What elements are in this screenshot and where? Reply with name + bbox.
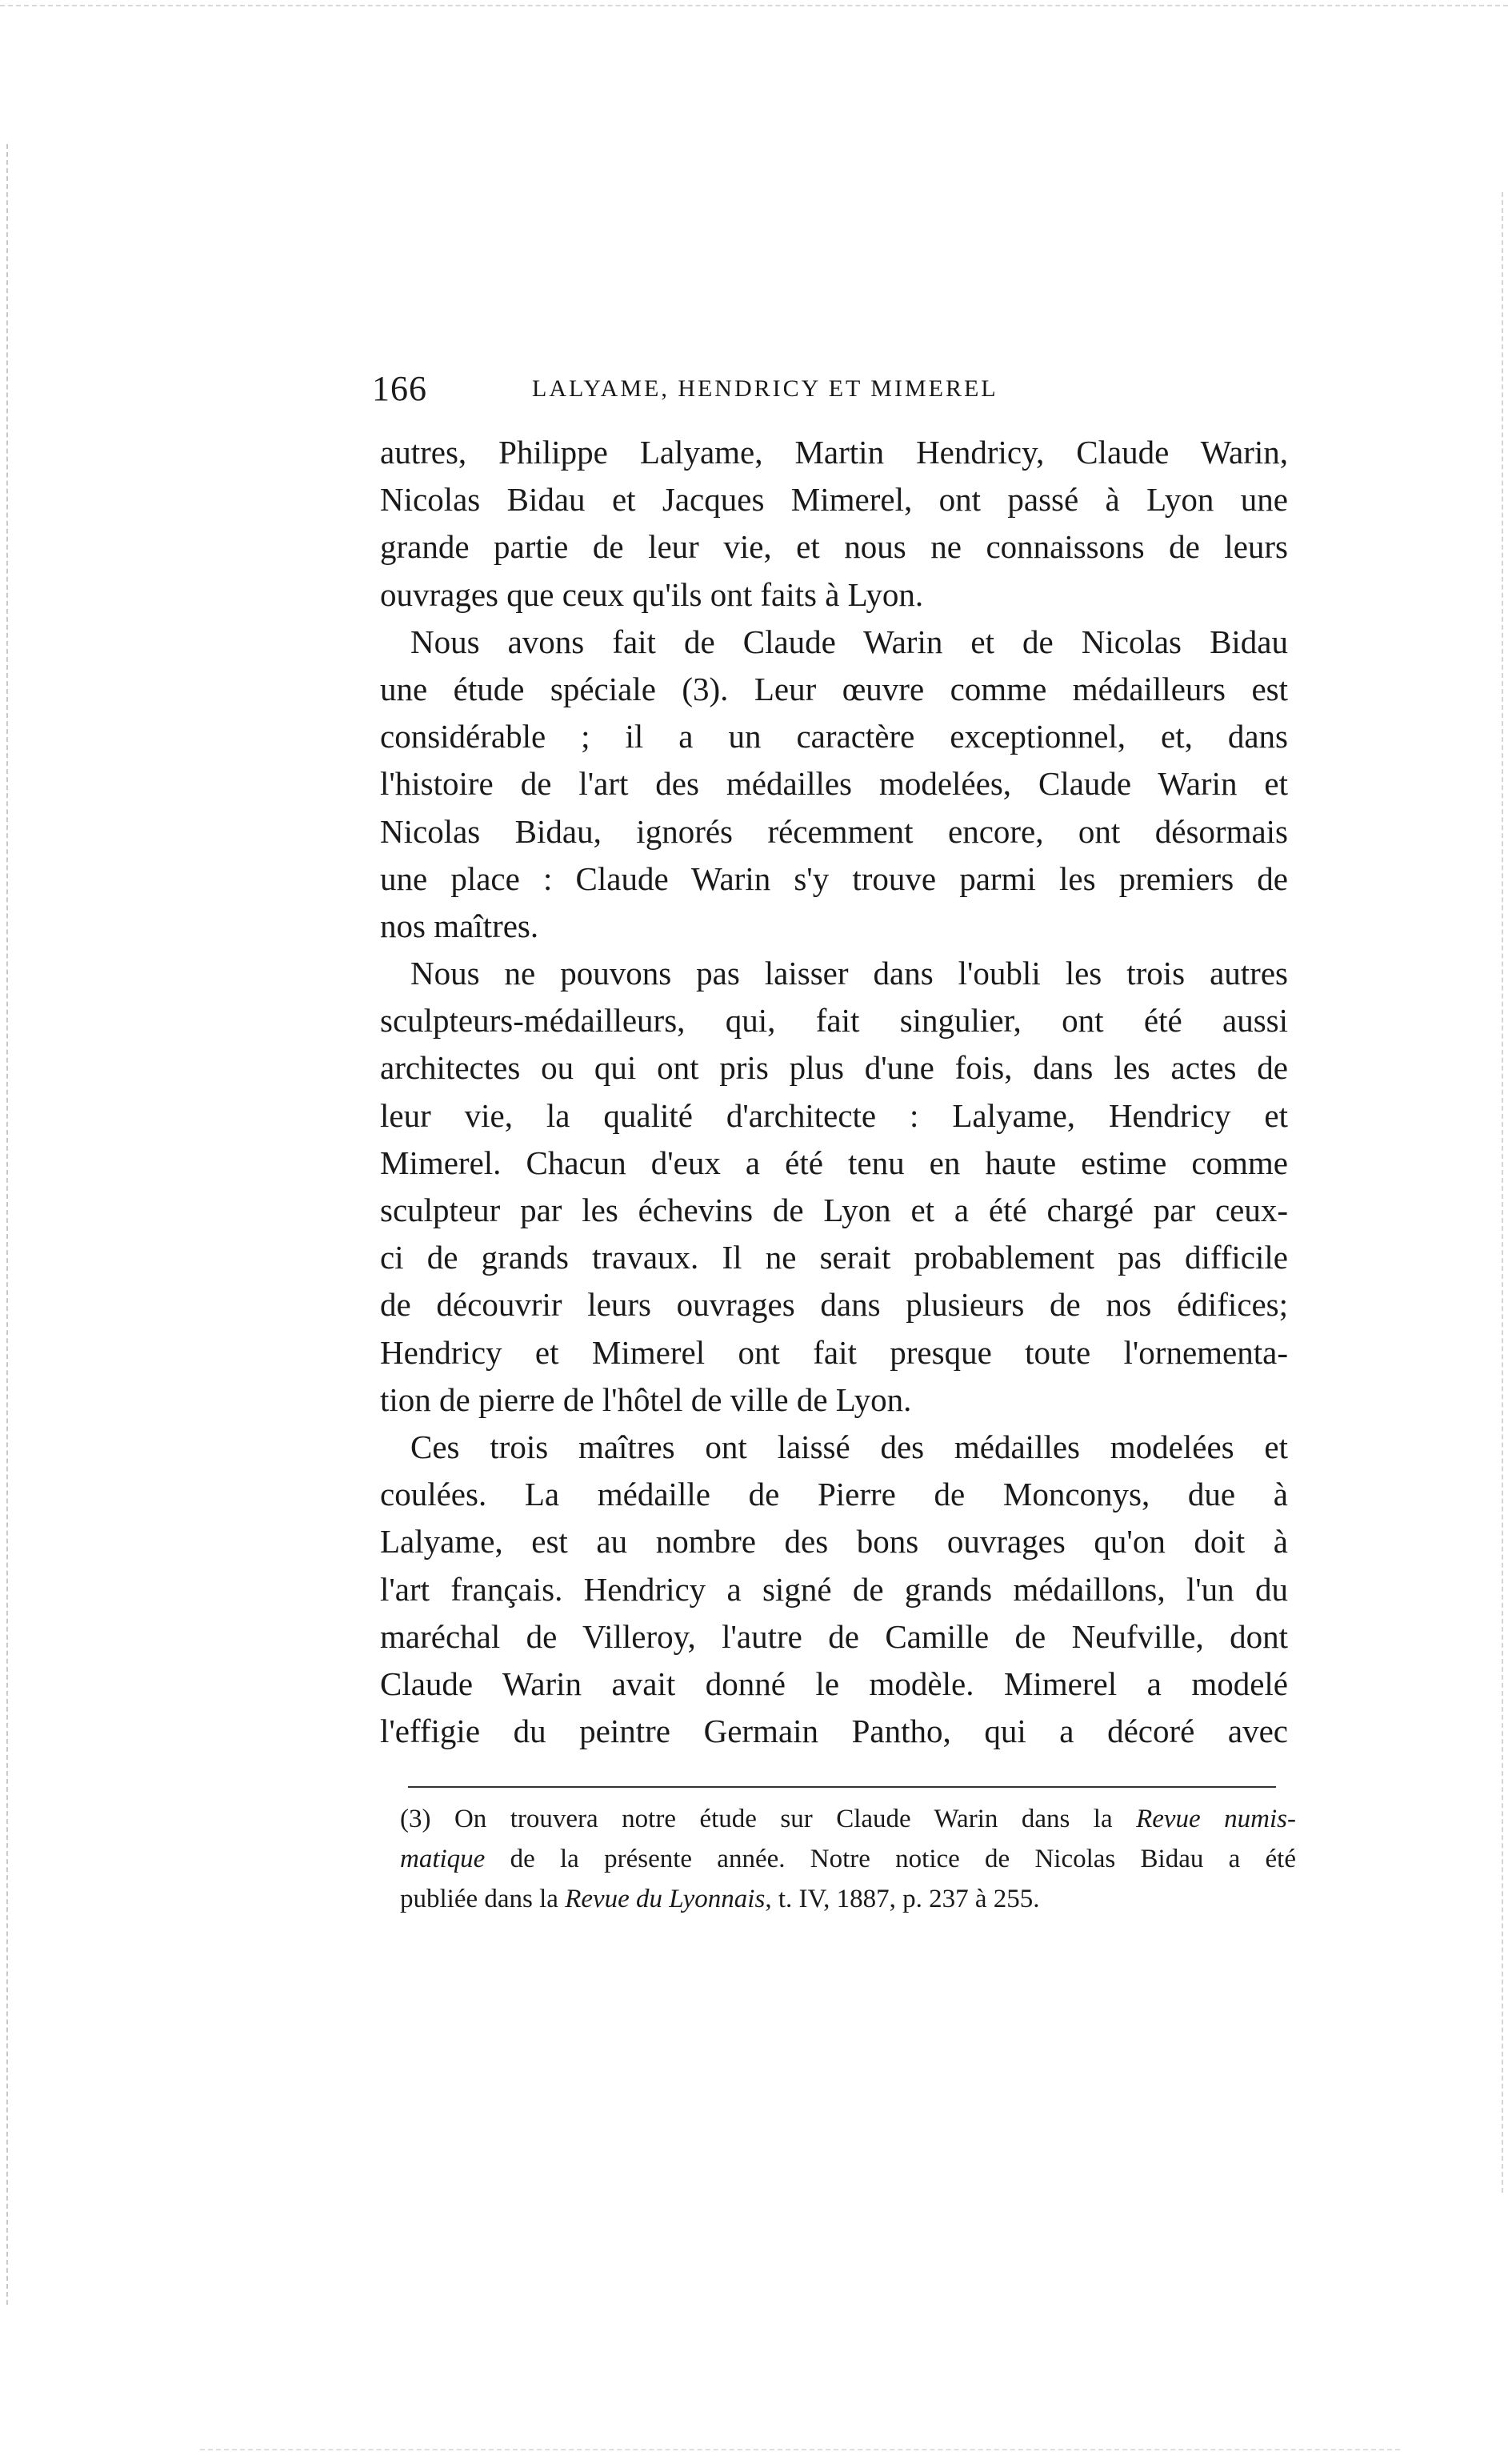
journal-title: Revue du Lyonnais <box>565 1885 766 1913</box>
body-text <box>380 429 1288 1755</box>
scan-edge-bottom <box>200 2449 1400 2450</box>
text-line: Lalyame, est au nombre des bons ouvrages qu'on doit à <box>380 1523 1288 1561</box>
text-line: leur vie, la qualité d'architecte : Lalyame, Hendricy et <box>380 1096 1288 1134</box>
text-line: grande partie de leur vie, et nous ne connaissons de leurs <box>380 528 1288 566</box>
text-line: ouvrages que ceux qu'ils ont faits à Lyon. <box>380 575 924 613</box>
footnote-text: (3) On trouvera notre étude sur Claude Warin dans la <box>400 1805 1137 1833</box>
text-line: Ces trois maîtres ont laissé des médailles modelées et <box>410 1428 1288 1465</box>
text-line: Nous avons fait de Claude Warin et de Nicolas Bidau <box>410 623 1288 660</box>
scan-edge-top <box>0 5 1508 6</box>
text-line: considérable ; il a un caractère exceptionnel, et, dans <box>380 718 1288 755</box>
text-line: ci de grands travaux. Il ne serait probablement pas difficile <box>380 1239 1288 1276</box>
text-line: coulées. La médaille de Pierre de Monconys, due à <box>380 1476 1288 1513</box>
text-line: de découvrir leurs ouvrages dans plusieurs de nos édifices; <box>380 1286 1288 1324</box>
footnote-text: de la présente année. Notre notice de Nicolas Bidau a été <box>485 1845 1296 1873</box>
scan-edge-left <box>6 144 8 2305</box>
text-line: Claude Warin avait donné le modèle. Mimerel a modelé <box>380 1665 1288 1702</box>
journal-title: Revue numis- <box>1136 1805 1296 1833</box>
text-line: Nicolas Bidau, ignorés récemment encore, ont désormais <box>380 812 1288 850</box>
text-line: Hendricy et Mimerel ont fait presque toute l'ornementa- <box>380 1333 1288 1371</box>
running-title: LALYAME, HENDRICY ET MIMEREL <box>532 375 998 402</box>
text-line: l'histoire de l'art des médailles modelées, Claude Warin et <box>380 765 1288 803</box>
footnote-line <box>400 1839 1296 1879</box>
text-line: autres, Philippe Lalyame, Martin Hendricy, Claude Warin, <box>380 434 1288 471</box>
footnote-line <box>400 1799 1296 1839</box>
text-line: Mimerel. Chacun d'eux a été tenu en haute estime comme <box>380 1144 1288 1181</box>
text-line: l'effigie du peintre Germain Pantho, qui a décoré avec <box>380 1713 1288 1750</box>
footnote-rule <box>408 1786 1276 1788</box>
footnote-line <box>400 1879 1296 1919</box>
text-line: architectes ou qui ont pris plus d'une fois, dans les actes de <box>380 1049 1288 1087</box>
footnote-text: publiée dans la <box>400 1885 566 1913</box>
text-line: Nous ne pouvons pas laisser dans l'oubli les trois autres <box>410 955 1288 992</box>
text-line: l'art français. Hendricy a signé de grands médaillons, l'un du <box>380 1570 1288 1608</box>
text-line: maréchal de Villeroy, l'autre de Camille de Neufville, dont <box>380 1617 1288 1655</box>
text-line: sculpteurs-médailleurs, qui, fait singulier, ont été aussi <box>380 1002 1288 1040</box>
journal-title: matique <box>400 1845 486 1873</box>
text-line: tion de pierre de l'hôtel de ville de Lyon. <box>380 1380 912 1418</box>
text-line: une étude spéciale (3). Leur œuvre comme médailleurs est <box>380 670 1288 707</box>
running-head <box>372 367 1292 415</box>
text-line: Nicolas Bidau et Jacques Mimerel, ont passé à Lyon une <box>380 481 1288 519</box>
text-line: sculpteur par les échevins de Lyon et a été chargé par ceux- <box>380 1192 1288 1228</box>
footnote <box>400 1799 1296 1919</box>
text-line: nos maîtres. <box>380 907 539 944</box>
footnote-text: , t. IV, 1887, p. 237 à 255. <box>765 1885 1040 1913</box>
text-line: une place : Claude Warin s'y trouve parmi les premiers de <box>380 859 1288 897</box>
scan-edge-right <box>1502 192 1503 2193</box>
page-number: 166 <box>372 369 427 408</box>
